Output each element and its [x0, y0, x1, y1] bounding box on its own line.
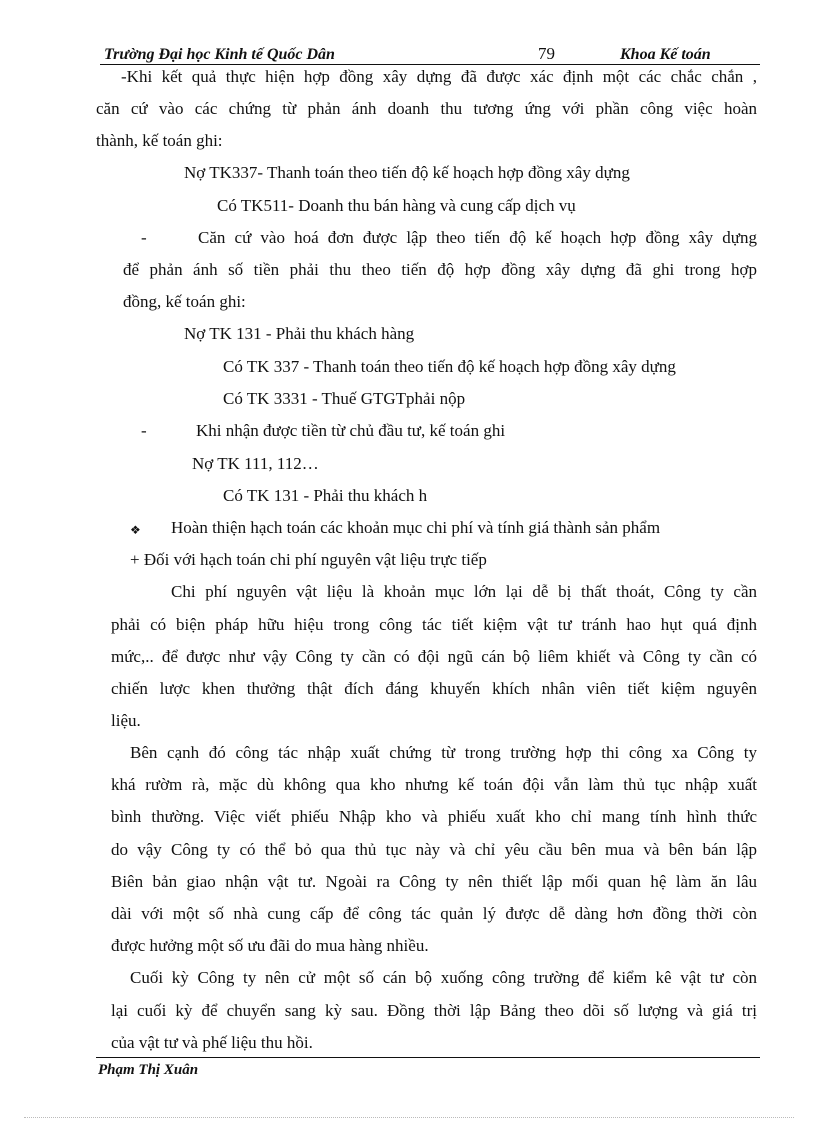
journal-entry-debit: Nợ TK337- Thanh toán theo tiến độ kế hoạch hợp đồng xây dựng — [184, 163, 630, 182]
header-faculty: Khoa Kế toán — [620, 46, 711, 63]
text-line: Cuối kỳ Công ty nên cử một số cán bộ xuống công trường để kiểm kê vật tư còn — [130, 968, 757, 987]
text-line: được hưởng một số ưu đãi do mua hàng nhiều. — [111, 936, 429, 955]
dash-marker: - — [141, 228, 147, 247]
text-line: liệu. — [111, 711, 141, 730]
header-rule — [100, 64, 760, 65]
text-line: chiến lược khen thưởng thật đích đáng khuyến khích nhân viên tiết kiệm nguyên — [111, 679, 757, 698]
journal-entry-credit: Có TK 337 - Thanh toán theo tiến độ kế hoạch hợp đồng xây dựng — [223, 357, 676, 376]
text-line: để phản ánh số tiền phải thu theo tiến độ hợp đồng xây dựng đã ghi trong hợp — [123, 260, 757, 279]
text-line: thành, kế toán ghi: — [96, 131, 223, 150]
text-line: Căn cứ vào hoá đơn được lập theo tiến độ kế hoạch hợp đồng xây dựng — [198, 228, 757, 247]
text-line: Khi nhận được tiền từ chủ đầu tư, kế toán ghi — [196, 421, 506, 440]
journal-entry-debit: Nợ TK 111, 112… — [192, 454, 319, 473]
journal-entry-credit: Có TK 3331 - Thuế GTGTphải nộp — [223, 389, 466, 408]
text-line: bình thường. Việc viết phiếu Nhập kho và phiếu xuất kho chỉ mang tính hình thức — [111, 807, 757, 826]
text-line: mức,.. để được như vậy Công ty cần có đội ngũ cán bộ liêm khiết và Công ty cần có — [111, 647, 757, 666]
journal-entry-credit: Có TK 131 - Phải thu khách h — [223, 486, 428, 505]
text-line: Biên bản giao nhận vật tư. Ngoài ra Công ty nên thiết lập mối quan hệ làm ăn lâu — [111, 872, 757, 891]
diamond-bullet-icon: ❖ — [130, 523, 141, 537]
section-heading: Hoàn thiện hạch toán các khoản mục chi phí và tính giá thành sản phẩm — [171, 518, 661, 537]
text-line: khá rườm rà, mặc dù không qua kho nhưng kế toán đội vẫn làm thủ tục nhập xuất — [111, 775, 757, 794]
journal-entry-debit: Nợ TK 131 - Phải thu khách hàng — [184, 324, 415, 343]
text-line: lại cuối kỳ để chuyển sang kỳ sau. Đồng thời lập Bảng theo dõi số lượng và giá trị — [111, 1001, 757, 1020]
header-school: Trường Đại học Kinh tế Quốc Dân — [104, 46, 335, 63]
text-line: Chi phí nguyên vật liệu là khoản mục lớn lại dễ bị thất thoát, Công ty cần — [171, 582, 757, 601]
journal-entry-credit: Có TK511- Doanh thu bán hàng và cung cấp dịch vụ — [217, 196, 576, 215]
text-line: của vật tư và phế liệu thu hồi. — [111, 1033, 313, 1052]
dash-marker: - — [141, 421, 147, 440]
text-line: -Khi kết quả thực hiện hợp đồng xây dựng đã được xác định một các chắc chắn , — [121, 67, 757, 86]
text-line: căn cứ vào các chứng từ phản ánh doanh thu tương ứng với phần công việc hoàn — [96, 99, 757, 118]
text-line: do vậy Công ty có thể bỏ qua thủ tục này và chỉ yêu cầu bên mua và bên bán lập — [111, 840, 757, 859]
text-line: Bên cạnh đó công tác nhập xuất chứng từ trong trường hợp thi công xa Công ty — [130, 743, 757, 762]
page-number: 79 — [538, 44, 555, 63]
subsection-heading: + Đối với hạch toán chi phí nguyên vật liệu trực tiếp — [130, 550, 487, 569]
footer-author: Phạm Thị Xuân — [98, 1062, 199, 1078]
text-line: dài với một số nhà cung cấp để công tác quản lý được dễ dàng hơn đồng thời còn — [111, 904, 757, 923]
text-line: phải có biện pháp hữu hiệu trong công tác tiết kiệm vật tư tránh hao hụt quá định — [111, 615, 757, 634]
page-edge-divider — [24, 1117, 794, 1118]
footer-rule — [96, 1057, 760, 1058]
text-line: đồng, kế toán ghi: — [123, 292, 246, 311]
